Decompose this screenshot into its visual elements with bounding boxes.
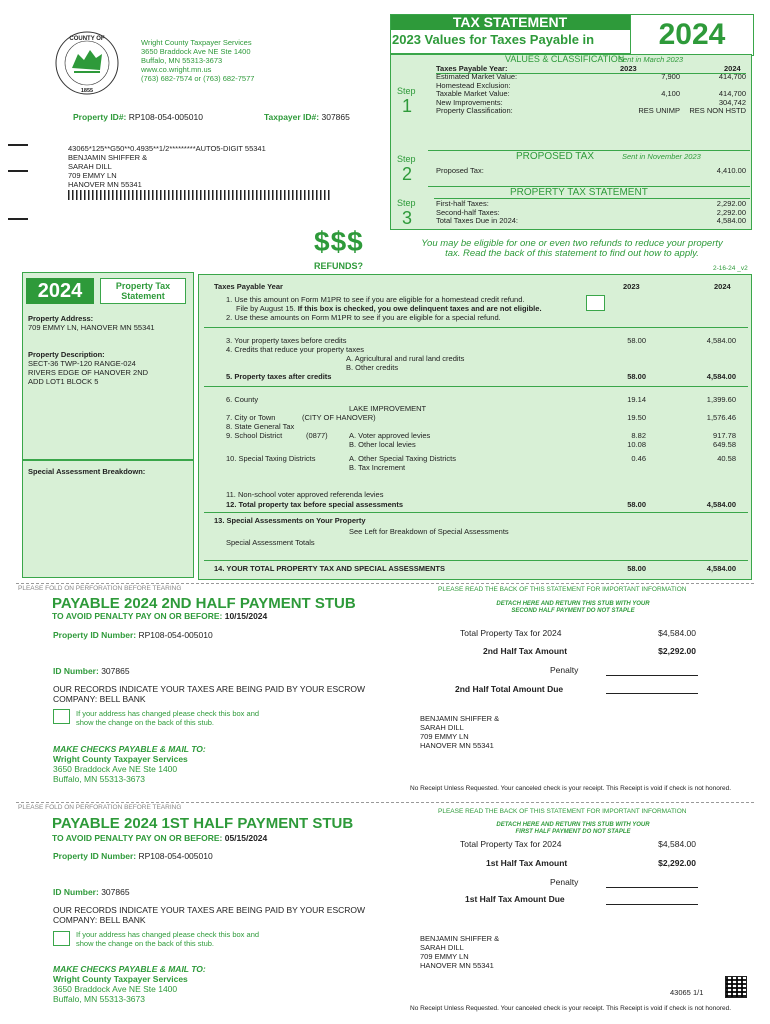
stub1-title: PAYABLE 2024 1ST HALF PAYMENT STUB xyxy=(52,815,354,832)
second-half-amount: 2,292.00 xyxy=(716,207,746,217)
vc-row-2023: 7,900 xyxy=(661,72,680,81)
stub2-pid-label: Property ID Number: xyxy=(53,630,137,640)
statement-title-bar: TAX STATEMENT xyxy=(390,14,630,30)
step3-label: Step xyxy=(397,198,416,208)
stub2-detach: DETACH HERE AND RETURN THIS STUB WITH YOUR xyxy=(496,601,650,607)
tt-line3-2024: 4,584.00 xyxy=(706,336,736,345)
tt-line6-2024: 1,399.60 xyxy=(706,395,736,404)
tt-line14-2024: 4,584.00 xyxy=(706,564,736,573)
stub2-payee-addr2: Buffalo, MN 55313-3673 xyxy=(53,774,145,784)
second-half-label: Second-half Taxes: xyxy=(436,207,500,217)
stub2-addr-change2: show the change on the back of this stub. xyxy=(76,718,215,727)
left-panel-title1: Property Tax xyxy=(115,281,171,291)
tt-line12-2023: 58.00 xyxy=(627,500,646,509)
stub1-owner1: BENJAMIN SHIFFER & xyxy=(420,934,500,943)
tt-line1b-bold: If this box is checked, you owe delinquent taxes and are not eligible. xyxy=(297,304,542,313)
stub1-addr-change1: If your address has changed please check this box and xyxy=(76,930,260,939)
tt-line13: 13. Special Assessments on Your Property xyxy=(214,516,366,525)
vc-row-2024: 414,700 xyxy=(718,72,746,81)
stub2-due-label: 2nd Half Total Amount Due xyxy=(455,684,564,694)
pts-title: PROPERTY TAX STATEMENT xyxy=(510,187,648,198)
stub1-addr-change2: show the change on the back of this stub. xyxy=(76,939,215,948)
vc-col-2023: 2023 xyxy=(620,64,637,73)
statement-year-box: 2024 xyxy=(630,14,754,56)
vc-sent: Sent in March 2023 xyxy=(618,55,684,64)
delinquent-checkbox[interactable] xyxy=(586,295,605,311)
pt-value: 4,410.00 xyxy=(716,166,746,175)
vc-row-label: Property Classification: xyxy=(436,106,513,115)
tt-line7-2024: 1,576.46 xyxy=(706,413,736,422)
stub2-due-field[interactable] xyxy=(606,693,698,694)
property-id-label: Property ID#: xyxy=(73,112,127,122)
pt-label: Proposed Tax: xyxy=(436,166,484,175)
property-description-label: Property Description: xyxy=(28,350,105,359)
vc-row-2024: 304,742 xyxy=(718,97,746,107)
stub1-due-field[interactable] xyxy=(606,904,698,905)
stub1-half: $2,292.00 xyxy=(658,858,696,868)
left-panel-year: 2024 xyxy=(26,278,94,304)
tt-line10: 10. Special Taxing Districts xyxy=(226,454,316,463)
special-assessment-label: Special Assessment Breakdown: xyxy=(28,467,146,476)
pt-title: PROPOSED TAX xyxy=(516,151,594,162)
stub1-pid-label: Property ID Number: xyxy=(53,851,137,861)
stub1-pid: RP108-054-005010 xyxy=(138,851,213,861)
stub1-id-label: ID Number: xyxy=(53,887,99,897)
stub2-total: $4,584.00 xyxy=(658,628,696,638)
mailing-address xyxy=(68,144,266,189)
stub2-payee: Wright County Taxpayer Services xyxy=(53,754,188,764)
stub2-penalty: Penalty xyxy=(550,665,579,675)
tt-line9: 9. School District xyxy=(226,431,283,440)
tt-line6: 6. County xyxy=(226,395,259,404)
vc-row-2023: RES UNIMP xyxy=(638,106,680,115)
vc-row-label: New Improvements: xyxy=(436,97,503,107)
county-addr2: Buffalo, MN 55313-3673 xyxy=(141,56,223,65)
stub2-owner1: BENJAMIN SHIFFER & xyxy=(420,714,500,723)
property-address: 709 EMMY LN, HANOVER MN 55341 xyxy=(28,323,155,332)
vc-col-2024: 2024 xyxy=(724,64,741,73)
tt-lake: LAKE IMPROVEMENT xyxy=(349,404,427,413)
tt-line7-2023: 19.50 xyxy=(627,413,646,422)
svg-text:1855: 1855 xyxy=(80,88,94,94)
stub2-owner2: SARAH DILL xyxy=(420,723,464,732)
step3-number: 3 xyxy=(402,208,413,228)
refund-msg-line1: You may be eligible for one or even two refunds to reduce your property xyxy=(421,238,723,249)
fold-note-2: PLEASE FOLD ON PERFORATION BEFORE TEARING xyxy=(18,804,182,811)
stub1-payee-addr2: Buffalo, MN 55313-3673 xyxy=(53,994,145,1004)
tt-line4a: A. Agricultural and rural land credits xyxy=(346,354,465,363)
stub2-id-label: ID Number: xyxy=(53,666,99,676)
stub2-pid: RP108-054-005010 xyxy=(138,630,213,640)
stub1-owner4: HANOVER MN 55341 xyxy=(420,961,494,970)
tt-line9b: B. Other local levies xyxy=(349,440,416,449)
county-phone: (763) 682-7574 or (763) 682-7577 xyxy=(141,74,255,83)
pt-sent: Sent in November 2023 xyxy=(622,152,701,161)
tt-hdr-2023: 2023 xyxy=(623,282,640,291)
tt-line7-city: (CITY OF HANOVER) xyxy=(302,413,376,422)
stub1-detach2: FIRST HALF PAYMENT DO NOT STAPLE xyxy=(515,829,631,835)
tt-line4b: B. Other credits xyxy=(346,363,399,372)
tt-line9a-2024: 917.78 xyxy=(713,431,736,440)
vc-row-2024: 414,700 xyxy=(718,89,746,98)
owner-line2: SARAH DILL xyxy=(68,162,112,171)
tt-line1b-pre: File by August 15. xyxy=(236,304,296,313)
tt-line10a: A. Other Special Taxing Districts xyxy=(349,454,456,463)
tt-line14-2023: 58.00 xyxy=(627,564,646,573)
county-name: Wright County Taxpayer Services xyxy=(141,38,252,47)
stub2-address-change-checkbox[interactable] xyxy=(53,709,70,724)
qr-code xyxy=(725,976,747,998)
tt-line12: 12. Total property tax before special assessments xyxy=(226,500,404,509)
tt-line11: 11. Non-school voter approved referenda levies xyxy=(226,490,384,499)
stub1-owner3: 709 EMMY LN xyxy=(420,952,469,961)
stub1-payee: Wright County Taxpayer Services xyxy=(53,974,188,984)
values-line: 2023 Values for Taxes Payable in xyxy=(392,32,595,47)
refunds-symbol: $$$ xyxy=(314,226,364,257)
county-web: www.co.wright.mn.us xyxy=(141,65,212,74)
tt-line6-2023: 19.14 xyxy=(627,395,646,404)
stub2-escrow1: OUR RECORDS INDICATE YOUR TAXES ARE BEING PAID BY YOUR ESCROW xyxy=(53,684,366,694)
county-seal xyxy=(48,30,126,96)
stub2-owner3: 709 EMMY LN xyxy=(420,732,469,741)
vc-row-label: Taxable Market Value: xyxy=(436,89,510,98)
stub2-addr-change1: If your address has changed please check this box and xyxy=(76,709,260,718)
read-back-note-1: PLEASE READ THE BACK OF THIS STATEMENT FOR IMPORTANT INFORMATION xyxy=(438,586,687,593)
left-panel-title2: Statement xyxy=(121,291,165,301)
tt-line5-2024: 4,584.00 xyxy=(706,372,736,381)
vc-row-2024: RES NON HSTD xyxy=(689,106,746,115)
vc-row-label: Homestead Exclusion: xyxy=(436,80,511,90)
stub2-title: PAYABLE 2024 2ND HALF PAYMENT STUB xyxy=(52,595,356,612)
stub1-half-label: 1st Half Tax Amount xyxy=(486,858,568,868)
stub2-penalty-field[interactable] xyxy=(606,675,698,676)
stub2-escrow2: COMPANY: BELL BANK xyxy=(53,694,146,704)
stub1-id: 307865 xyxy=(101,887,130,897)
tt-line7: 7. City or Town xyxy=(226,413,276,422)
stub2-owner4: HANOVER MN 55341 xyxy=(420,741,494,750)
stub1-payee-addr1: 3650 Braddock Ave NE Ste 1400 xyxy=(53,984,178,994)
stub1-total: $4,584.00 xyxy=(658,839,696,849)
tt-line1a: 1. Use this amount on Form M1PR to see if you are eligible for a homestead credit refund. xyxy=(226,295,525,304)
taxpayer-id-label: Taxpayer ID#: xyxy=(264,112,320,122)
stub1-page-code: 43065 1/1 xyxy=(670,988,704,997)
county-addr1: 3650 Braddock Ave NE Ste 1400 xyxy=(141,47,251,56)
stub1-escrow2: COMPANY: BELL BANK xyxy=(53,915,146,925)
tt-line14: 14. YOUR TOTAL PROPERTY TAX AND SPECIAL ASSESSMENTS xyxy=(214,564,446,573)
vc-row-label: Estimated Market Value: xyxy=(436,72,518,81)
property-address-label: Property Address: xyxy=(28,314,94,323)
stub2-payee-addr1: 3650 Braddock Ave NE Ste 1400 xyxy=(53,764,178,774)
tt-line9a-2023: 8.82 xyxy=(631,431,646,440)
stub2-penalty-label: TO AVOID PENALTY PAY ON OR BEFORE: xyxy=(52,611,223,621)
tpy-label: Taxes Payable Year: xyxy=(436,64,508,73)
fold-note-1: PLEASE FOLD ON PERFORATION BEFORE TEARING xyxy=(18,585,182,592)
stub2-penalty-date: 10/15/2024 xyxy=(224,611,268,621)
stub2-receipt: No Receipt Unless Requested. Your canceled check is your receipt. This Receipt is void if check is not honored. xyxy=(410,785,732,792)
refunds-label: REFUNDS? xyxy=(314,261,363,271)
step2-number: 2 xyxy=(402,164,413,184)
property-description-2: RIVERS EDGE OF HANOVER 2ND xyxy=(28,368,149,377)
vc-title: VALUES & CLASSIFICATION xyxy=(505,54,625,64)
refund-msg-line2: tax. Read the back of this statement to find out how to apply. xyxy=(445,248,699,259)
step1-label: Step xyxy=(397,86,416,96)
tt-line3: 3. Your property taxes before credits xyxy=(226,336,347,345)
vc-row-2023: 4,100 xyxy=(661,89,680,98)
tt-line13-note: See Left for Breakdown of Special Assessments xyxy=(349,527,509,536)
taxpayer-id: 307865 xyxy=(321,112,350,122)
tt-line4: 4. Credits that reduce your property taxes xyxy=(226,345,364,354)
tt-hdr-2024: 2024 xyxy=(714,282,731,291)
stub1-detach: DETACH HERE AND RETURN THIS STUB WITH YOUR xyxy=(496,822,650,828)
owner-line1: BENJAMIN SHIFFER & xyxy=(68,153,148,162)
county-contact xyxy=(141,38,254,83)
tt-line9b-2024: 649.58 xyxy=(713,440,736,449)
property-id: RP108-054-005010 xyxy=(128,112,203,122)
total-amount: 4,584.00 xyxy=(716,216,746,225)
stub1-due-label: 1st Half Tax Amount Due xyxy=(465,894,565,904)
stub2-half: $2,292.00 xyxy=(658,646,696,656)
stub1-total-label: Total Property Tax for 2024 xyxy=(460,839,562,849)
read-back-note-2: PLEASE READ THE BACK OF THIS STATEMENT FOR IMPORTANT INFORMATION xyxy=(438,808,687,815)
tt-line9b-2023: 10.08 xyxy=(627,440,646,449)
stub1-escrow1: OUR RECORDS INDICATE YOUR TAXES ARE BEING PAID BY YOUR ESCROW xyxy=(53,905,366,915)
stub1-owner2: SARAH DILL xyxy=(420,943,464,952)
postal-barcode xyxy=(68,190,330,200)
stub1-address-change-checkbox[interactable] xyxy=(53,931,70,946)
stub2-total-label: Total Property Tax for 2024 xyxy=(460,628,562,638)
stub1-penalty-date: 05/15/2024 xyxy=(224,833,268,843)
tt-line10a-2023: 0.46 xyxy=(631,454,646,463)
special-assessment-box xyxy=(22,460,194,578)
vc-table xyxy=(436,73,746,116)
owner-addr: 709 EMMY LN xyxy=(68,171,117,180)
owner-city: HANOVER MN 55341 xyxy=(68,180,142,189)
stub2-payable: MAKE CHECKS PAYABLE & MAIL TO: xyxy=(53,744,206,754)
svg-text:COUNTY OF: COUNTY OF xyxy=(69,36,105,42)
tt-hdr-label: Taxes Payable Year xyxy=(214,282,283,291)
tt-line5-2023: 58.00 xyxy=(627,372,646,381)
stub2-id: 307865 xyxy=(101,666,130,676)
stub2-half-label: 2nd Half Tax Amount xyxy=(483,646,568,656)
stub1-receipt: No Receipt Unless Requested. Your canceled check is your receipt. This Receipt is void if check is not honored. xyxy=(410,1005,732,1012)
step1-number: 1 xyxy=(402,96,413,116)
tt-line3-2023: 58.00 xyxy=(627,336,646,345)
tt-line8: 8. State General Tax xyxy=(226,422,295,431)
tt-line10a-2024: 40.58 xyxy=(717,454,736,463)
property-description-3: ADD LOT1 BLOCK 5 xyxy=(28,377,99,386)
first-half-amount: 2,292.00 xyxy=(716,199,746,208)
tt-line9a: A. Voter approved levies xyxy=(349,431,431,440)
step2-label: Step xyxy=(397,154,416,164)
stub1-penalty-field[interactable] xyxy=(606,887,698,888)
property-description-1: SECT-36 TWP-120 RANGE-024 xyxy=(28,359,136,368)
tt-line5: 5. Property taxes after credits xyxy=(226,372,332,381)
first-half-label: First-half Taxes: xyxy=(436,199,489,208)
tt-line9-num: (0877) xyxy=(306,431,328,440)
stub2-detach2: SECOND HALF PAYMENT DO NOT STAPLE xyxy=(511,608,635,614)
stub1-penalty-label: TO AVOID PENALTY PAY ON OR BEFORE: xyxy=(52,833,223,843)
tt-line2: 2. Use these amounts on Form M1PR to see if you are eligible for a special refund. xyxy=(226,313,501,322)
tt-sa-totals: Special Assessment Totals xyxy=(226,538,315,547)
refund-message xyxy=(386,239,758,259)
tt-line10b: B. Tax Increment xyxy=(349,463,406,472)
form-code: 2-16-24 _v2 xyxy=(713,265,748,272)
mail-code: 43065*125**G50**0.4935**1/2*********AUTO5-DIGIT 55341 xyxy=(68,144,266,153)
tt-line12-2024: 4,584.00 xyxy=(706,500,736,509)
stub1-penalty: Penalty xyxy=(550,877,579,887)
total-label: Total Taxes Due in 2024: xyxy=(436,216,518,225)
stub1-payable: MAKE CHECKS PAYABLE & MAIL TO: xyxy=(53,964,206,974)
